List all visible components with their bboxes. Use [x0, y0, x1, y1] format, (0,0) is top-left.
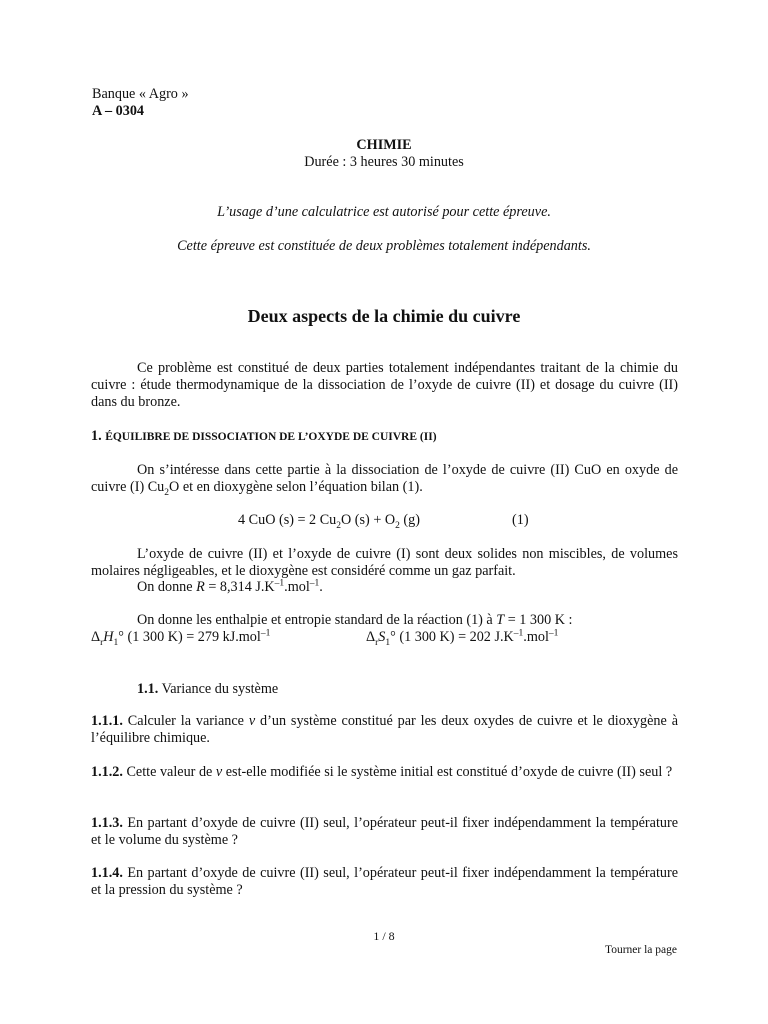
subsection-1-1-heading: 1.1. Variance du système [137, 681, 279, 697]
intro-paragraph: Ce problème est constitué de deux parties totalement indépendantes traitant de la chimie du cuivre : étude thermodynamique de la dissociation de l’oxyde de cuivre (II) et dosage du cuivre (II) dans du bronze. [91, 360, 678, 410]
question-1-1-1: 1.1.1. Calculer la variance v d’un système constitué par les deux oxydes de cuivre et le dioxygène à l’équilibre chimique. [91, 713, 679, 746]
equation-number: (1) [512, 512, 529, 528]
exam-duration: Durée : 3 heures 30 minutes [304, 154, 464, 170]
section-1-paragraph-2: L’oxyde de cuivre (II) et l’oxyde de cuivre (I) sont deux solides non miscibles, de volumes molaires négligeables, et le dioxygène est considéré comme un gaz parfait. [91, 546, 678, 579]
page-number: 1 / 8 [373, 929, 395, 943]
structure-note: Cette épreuve est constituée de deux problèmes totalement indépendants. [177, 238, 591, 254]
reaction-equation: 4 CuO (s) = 2 $Cu_2O$ $(s) + O_2$ (g) [238, 512, 420, 531]
question-1-1-3: 1.1.3. En partant d’oxyde de cuivre (II) seul, l’opérateur peut-il fixer indépendamment la température et le volume du système ? [91, 815, 678, 848]
section-1-heading: 1. ÉQUILIBRE DE DISSOCIATION DE L’OXYDE DE CUIVRE (II) [91, 428, 437, 444]
header-bank: Banque « Agro » [92, 86, 189, 102]
header-code: A – 0304 [92, 103, 145, 119]
problem-title: Deux aspects de la chimie du cuivre [247, 306, 521, 326]
section-1-paragraph-1: On s’intéresse dans cette partie à la dissociation de l’oxyde de cuivre (II) CuO en oxyde de cuivre (I) $Cu_2O$ et en dioxygène selon l’équation bilan (1). [91, 462, 678, 498]
entropy-value: $\Delta_rS_1^\circ$ (1 300 K) = 202 $J.K^{-1}.mol^{-1}$ [366, 628, 559, 648]
enthalpy-entropy-intro: On donne les enthalpie et entropie standard de la réaction (1) à T = 1 300 K : [137, 612, 573, 628]
gas-constant: On donne R = 8,314 $J.K^{-1}.mol^{-1}$. [137, 578, 323, 595]
question-1-1-4: 1.1.4. En partant d’oxyde de cuivre (II) seul, l’opérateur peut-il fixer indépendamment la température et la pression du système ? [91, 865, 678, 898]
question-1-1-2: 1.1.2. Cette valeur de v est-elle modifiée si le système initial est constitué d’oxyde de cuivre (II) seul ? [91, 764, 673, 780]
exam-subject: CHIMIE [356, 137, 412, 153]
enthalpy-value: $\Delta_rH_1^\circ$ (1 300 K) = 279 kJ.mol$^{-1}$ [91, 628, 271, 648]
calculator-note: L’usage d’une calculatrice est autorisé pour cette épreuve. [217, 204, 551, 220]
turn-page-note: Tourner la page [605, 944, 677, 956]
